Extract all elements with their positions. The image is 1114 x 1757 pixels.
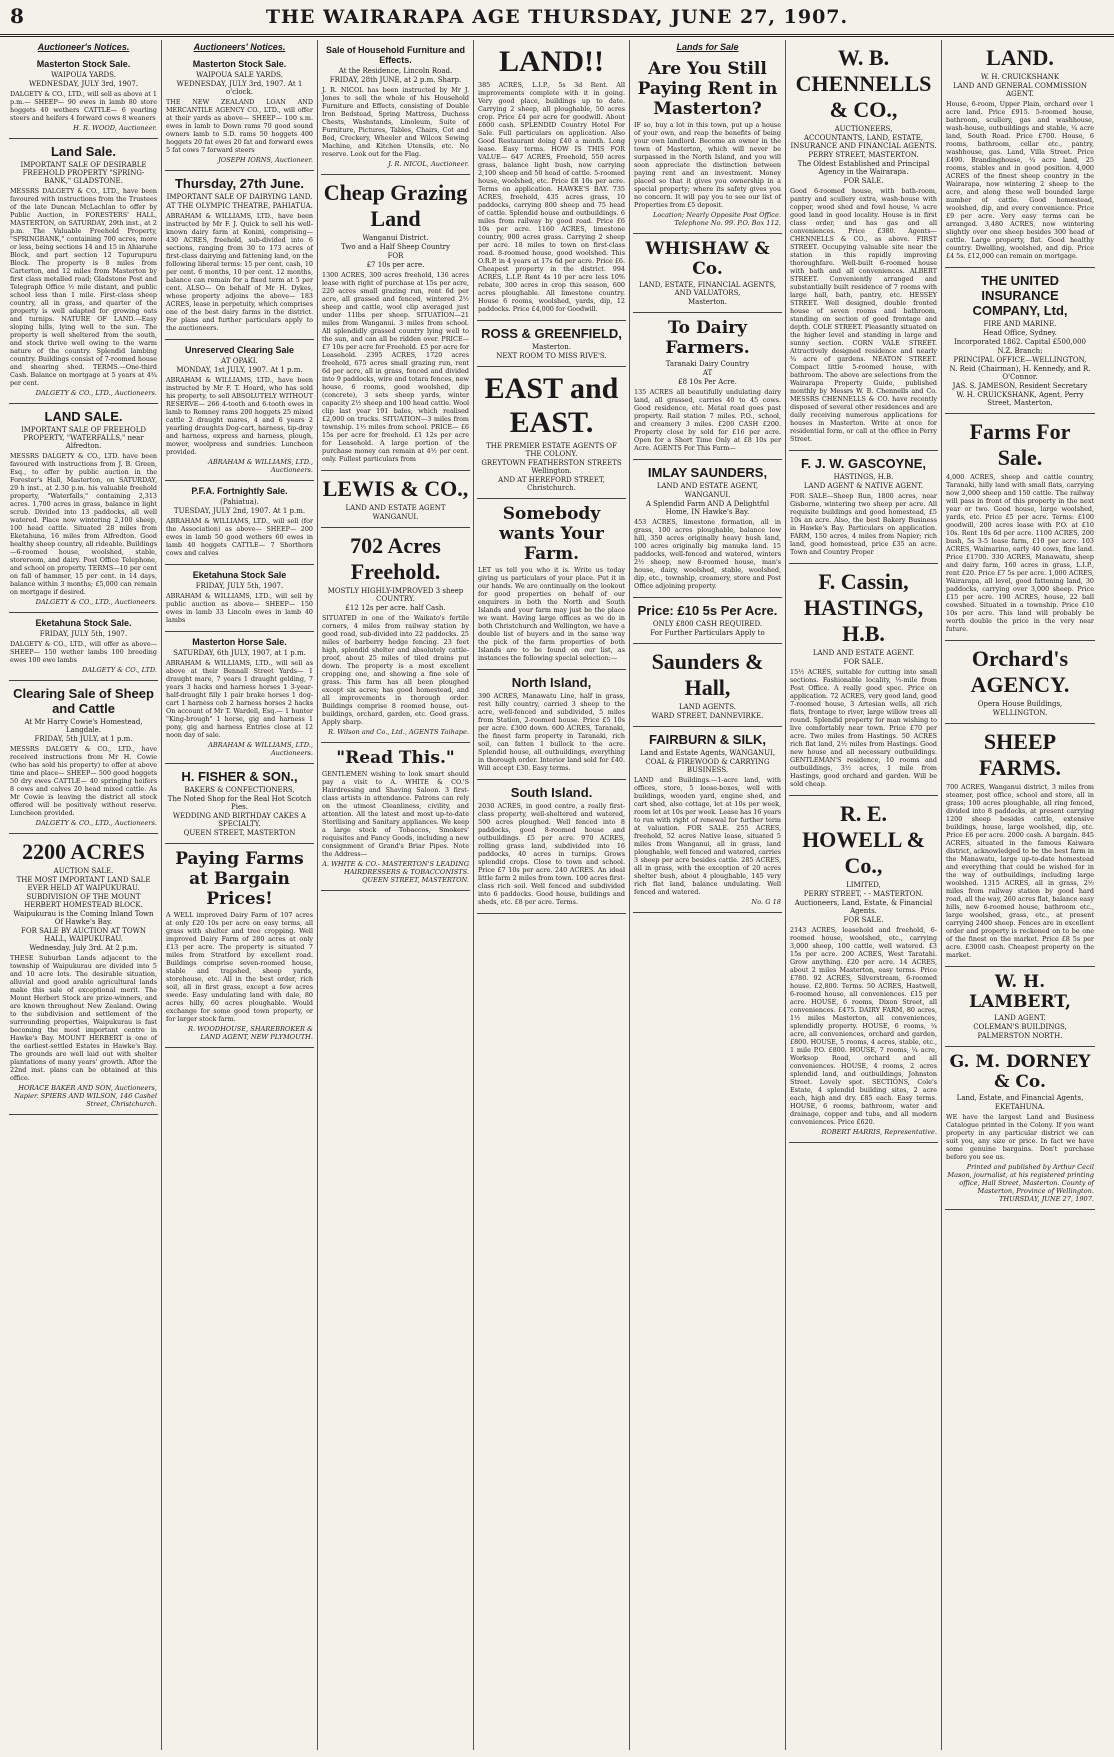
ad-heading: LEWIS & CO., bbox=[322, 476, 469, 501]
ad-heading: South Island. bbox=[510, 785, 593, 800]
ad-body: ABRAHAM & WILLIAMS, LTD., have been instructed by Mr F. J. Quick to sell his well-known dairy farm at Konini, comprising— 430 ACRES, freehold, sub-divided into 6 sections, ranging from 30 to 173 acres of first-class dairying and fattening land, on the following liberal terms: 15 per cent. cash, 10 per cent. 6 months, 10 per cent. 12 months, balance can remain for a fixed term at 5 per cent. ALSO— On behalf of Mr H. Dykes, whose property adjoins the above— 183 ACRES, lease in perpetuity, which comprises one of the best dairy farms in the district. For plans and further particulars apply to the auctioneers. bbox=[166, 212, 313, 332]
ad-heading: Price: £10 5s Per Acre. bbox=[637, 603, 778, 618]
ad-body: MESSRS DALGETY & CO., LTD., have received instructions from Mr H. Cowie (who has sold his property) to offer at above time and place— SHEEP— 500 good hoggets 50 dry ewes CATTLE— 40 springing heifers 8 cows and calves 20 head mixed cattle. As Mr Cowie is leaving the district all stock offered will be positively without reserve. Luncheon provided. bbox=[10, 745, 157, 817]
ad-subheading: £12 12s per acre. half Cash. bbox=[345, 604, 446, 612]
advertisement bbox=[165, 632, 314, 764]
ad-subheading: BAKERS & CONFECTIONERS, bbox=[184, 786, 295, 794]
ad-subheading: Head Office, Sydney. bbox=[983, 329, 1057, 337]
ad-signature: JOSEPH IORNS, Auctioneer. bbox=[218, 156, 313, 164]
ad-body: 453 ACRES, limestone formation, all in grass, 100 acres ploughable, balance low hill, 350 acres originally heavy bush land, 100 acres originally big manuka land. 15 paddocks, well-fenced and watered, winters 2½ sheep, new 8-roomed house, man's house, dairy, woolshed, stable, woolshed, dip, etc., township, creamery, store and Post Office adjoining property. bbox=[634, 518, 781, 590]
ad-subheading: THE MOST IMPORTANT LAND SALE EVER HELD AT WAIPUKURAU. bbox=[16, 876, 151, 892]
ad-heading: Sale of Household Furniture and Effects. bbox=[325, 45, 465, 65]
ad-heading: W. H. LAMBERT, bbox=[969, 972, 1071, 1012]
ad-subheading: LAND AGENT. bbox=[994, 1014, 1046, 1022]
ad-subheading: PERRY STREET, MASTERTON. bbox=[808, 151, 919, 159]
advertisement bbox=[165, 764, 314, 844]
ad-subheading: TUESDAY, JULY 2nd, 1907. At 1 p.m. bbox=[173, 507, 306, 515]
ad-heading: WHISHAW & Co. bbox=[645, 239, 770, 279]
ad-subheading: WARD STREET, DANNEVIRKE. bbox=[651, 712, 764, 720]
column-2 bbox=[162, 40, 318, 1750]
ad-subheading: Auctioneers, Land, Estate, & Financial Agents. bbox=[794, 899, 933, 915]
ad-subheading: WANGANUI. bbox=[684, 491, 731, 499]
ad-body: ABRAHAM & WILLIAMS, LTD., have been instructed by Mr F. T. Hoard, who has sold his property, to sell ABSOLUTELY WITHOUT RESERVE— 266 4-tooth and 6-tooth ewes in lamb to Romney rams 200 hoggets 25 mixed cattle 2 draught mares, 4 and 6 years 2 yearling draughts Dog-cart, harness, tip-dray and harness, express and harness, plough, mower, woolpress and sundries. Luncheon provided. bbox=[166, 376, 313, 456]
advertisement bbox=[165, 54, 314, 171]
ad-heading: LAND. bbox=[986, 45, 1054, 70]
ad-subheading: FOR SALE. bbox=[843, 916, 884, 924]
ad-subheading: ACCOUNTANTS, LAND, ESTATE, INSURANCE AND FINANCIAL AGENTS. bbox=[790, 134, 937, 150]
ad-subheading: PRINCIPAL OFFICE—WELLINGTON, bbox=[953, 356, 1087, 364]
ad-heading: R. E. HOWELL & Co., bbox=[802, 801, 925, 878]
column-kicker: Lands for Sale bbox=[676, 42, 739, 52]
columns-container bbox=[6, 40, 1108, 1750]
advertisement bbox=[945, 1047, 1095, 1210]
advertisement bbox=[165, 340, 314, 481]
ad-body: THE NEW ZEALAND LOAN AND MERCANTILE AGENCY CO., LTD., will offer at their yards as above— SHEEP— 100 s.m. ewes in lamb to Down rams 70 good sound owners lamb to S.D. rams 50 hoggets 400 hoggets 20 fat ewes 20 fat and forward ewes 5 fat cows 7 forward steers bbox=[166, 98, 313, 154]
advertisement bbox=[477, 40, 626, 321]
ad-heading: SHEEP FARMS. bbox=[978, 729, 1062, 780]
ad-heading: F. J. W. GASCOYNE, bbox=[801, 456, 926, 471]
ad-subheading: LAND AND GENERAL COMMISSION AGENT. bbox=[952, 82, 1088, 98]
advertisement bbox=[9, 681, 158, 834]
ad-body: J. R. NICOL has been instructed by Mr J. Jones to sell the whole of his Household Furniture and Effects, consisting of Double Iron Bedstead, Spring Mattress, Duchess Chests, Washstands, Linoleum, Suite of Furniture, Pictures, Tables, Chairs, Cot and Bed, Crockery, Wheeler and Wilcox Sewing Machine, and Kitchen Utensils, etc. No reserve. Look out for the Flag. bbox=[322, 86, 469, 158]
ad-body: A WELL improved Dairy Farm of 107 acres at only £20 10s per acre on easy terms, all grass with shelter and tree cropping. Well improved Dairy Farm of 280 acres at only £13 per acre. The property is situated 7 miles from Stratford by excellent road. Buildings comprise seven-roomed house, stable and trapshed, sheep yards, storehouse, etc. All in the best order, rich soil, all in first grass, except a few acres swede. Easy undulating land with dale, 80 acres hilly, 60 acres ploughable. Would exchange for some good town property, or for larger stock farm. bbox=[166, 911, 313, 1023]
ad-subheading: IMPORTANT SALE OF DAIRYING LAND. bbox=[166, 193, 313, 201]
ad-subheading: LAND AGENT & NATIVE AGENT. bbox=[803, 482, 924, 490]
ad-subheading: AND AT HEREFORD STREET, Christchurch. bbox=[498, 476, 605, 492]
ad-heading: Somebody wants Your Farm. bbox=[499, 504, 604, 564]
ad-body: MESSRS DALGETY & CO., LTD., have been favoured with instructions from the Trustees of the late Duncan McLachlan to offer by Public Auction, in FORESTERS' HALL, MASTERTON, on SATURDAY, 29th inst., at 2 p.m. The Valuable Freehold Property, "SPRINGBANK," containing 700 acres, more or less, being sections 14 and 15 in Ahiaruhe Block, and part section 12 Tupurupuru Block. The property is 8 miles from Carterton, and 12 miles from Masterton by first class metalled road; Gladstone Post and Telegraph Office ½ mile distant, and public school less than 1 mile. First-class sheep country, all in grass, and quarter of the property is well adapted for growing oats and turnips. NATURE OF LAND.—Easy sloping hills, lying well to the sun. The property is well sheltered from the south, and stock thrive well owing to the warm nature of the country. Splendid lambing country. Buildings consist of 7-roomed house and shearing shed. TERMS.—One-third Cash. Balance on mortgage at 5 years at 4¾ per cent. bbox=[10, 187, 157, 387]
ad-body: House, 6-room, Upper Plain, orchard over 1 acre land. Price £915. 5-roomed house, bathroom, scullery, gas and washhouse, wash-house, outbuildings and stable, ¼ acre land, South Road. Price £700. House, 6 rooms, bathroom, cellar etc., pantry, washhouse, gas. Land, Villa Street. Price £490. Brandinghouse, ¼ acre land, 25 rooms, stables and in good position. 4,000 ACRES of the finest sheep country in the Wairarapa, now wintering 2 sheep to the acre, and along these well bounded large number of cattle. Good homestead, woolshed, dip, and every convenience. Price £9 per acre. Very easy terms can be arranged. 3,480 ACRES, now wintering slightly over one sheep besides 300 head of cattle. Large property, flat. Good healthy country. Dwelling, woolshed, and dip. Price £4 5s. £12,000 can remain on mortgage. bbox=[946, 100, 1094, 260]
ad-signature: HORACE BAKER AND SON, Auctioneers, Napier. SPIERS AND WILSON, 146 Cashel Street, Christchurch. bbox=[14, 1084, 157, 1108]
ad-heading: H. FISHER & SON., bbox=[181, 769, 298, 784]
advertisement bbox=[789, 40, 938, 451]
ad-subheading: FRIDAY, JULY 5th, 1907. bbox=[39, 630, 128, 638]
column-3 bbox=[318, 40, 474, 1750]
ad-subheading: For Further Particulars Apply to bbox=[650, 629, 765, 637]
ad-body: 15½ ACRES, suitable for cutting into small sections. Fashionable locality, ½-mile from Post Office. A really good spec. Price on application. 72 ACRES, very good land, good 7-roomed house, 3 Artesian wells, all rich flats, frontage to river, large willow trees all round. Splendid property for man wishing to live comfortably near town. Price £70 per acre. Two miles from Hastings. 50 ACRES rich flat land, 2½ miles from Hastings. Good new house and all necessary outbuildings. GENTLEMAN'S residence, 10 rooms and outbuildings, 3½ acres, 1 mile from Hastings, good orchard and garden. Will be sold cheap. bbox=[790, 668, 937, 788]
ad-heading: Masterton Horse Sale. bbox=[192, 637, 287, 647]
advertisement bbox=[633, 644, 782, 727]
advertisement bbox=[633, 313, 782, 460]
ad-body: LAND and Buildings.—1-acre land, with offices, store, 5 loose-boxes, well with buildings, wooden yard, engine shed, and cart shed, also cottage, let at 10s per week, room let at 10s per week. Lease has 16 years to run with right of renewal for further term at valuation. FOR SALE. 255 ACRES, freehold, 52 acres Native lease, situated 5 miles from Wanganui, all in grass, land ploughable, well fenced and watered, carries 3 sheep per acre besides cattle. 285 ACRES, all in grass, with the exception of 20 acres shelter bush, about 4 ploughable, 145 very rich flat land, balance undulating. Well fenced and watered. bbox=[634, 776, 781, 896]
advertisement bbox=[9, 404, 158, 613]
advertisement bbox=[321, 40, 470, 175]
column-4 bbox=[474, 40, 630, 1750]
ad-heading: LAND SALE. bbox=[44, 409, 123, 424]
ad-body: 700 ACRES, Wanganui district, 3 miles from steamer, post office, school and store, all in grass; 100 acres ploughable, all ring fenced, divided into 8 paddocks, at present carrying 1200 sheep besides cattle, extensive buildings, house, large woolshed, dip, etc. Price £6 per acre. 2000 cash. A bargain. 845 ACRES, situated in the famous Kaiwara district, acknowledged to be the best farm in the Manawatu, large up-to-date homestead and everything that could be wished for in the way of outbuildings, including large woolshed. 1315 ACRES, all in grass, 2½ miles from railway station by good hard road, all the way, 260 acres flat, balance easy hills, new 6-roomed house, bathroom etc., large woolshed, grass, etc., at present carrying 2400 sheep. Fences are in excellent order and property is reckoned on to be one of the finest on the market. Price £8 5s per acre. £3000 cash. Cheapest property on the market. bbox=[946, 783, 1094, 959]
advertisement bbox=[945, 724, 1095, 967]
advertisement bbox=[633, 460, 782, 598]
advertisement bbox=[9, 834, 158, 1115]
ad-heading: FAIRBURN & SILK, bbox=[649, 732, 766, 747]
ad-signature: No. G 18 bbox=[751, 898, 781, 906]
ad-heading: Cheap Grazing Land bbox=[323, 180, 468, 231]
ad-heading: Masterton Stock Sale. bbox=[36, 59, 131, 69]
ad-subheading: N.Z. Branch: bbox=[997, 347, 1043, 355]
ad-signature: DALGETY & CO., LTD., Auctioneers. bbox=[35, 389, 157, 397]
ad-subheading: Waipukurau is the Coming Inland Town Of Hawke's Bay. bbox=[13, 910, 154, 926]
ad-heading: G. M. DORNEY & Co. bbox=[949, 1052, 1091, 1092]
ad-subheading: N. Reid (Chairman), H. Kennedy, and R. O'Connor. bbox=[949, 365, 1091, 381]
ad-heading: Saunders & Hall, bbox=[651, 649, 764, 700]
ad-subheading: Land, Estate, and Financial Agents, bbox=[956, 1094, 1084, 1102]
ad-subheading: ONLY £800 CASH REQUIRED. bbox=[652, 620, 763, 628]
ad-signature: J. R. NICOL, Auctioneer. bbox=[388, 160, 469, 168]
advertisement bbox=[945, 967, 1095, 1047]
ad-heading: Thursday, 27th June. bbox=[174, 176, 305, 191]
ad-heading: Eketahuna Stock Sale. bbox=[35, 618, 132, 628]
ad-heading: ROSS & GREENFIELD, bbox=[481, 326, 622, 341]
ad-subheading: PALMERSTON NORTH. bbox=[977, 1032, 1063, 1040]
ad-heading: EAST and EAST. bbox=[484, 372, 619, 439]
ad-subheading: Land and Estate Agents, WANGANUI, bbox=[639, 749, 776, 757]
newspaper-title: THE WAIRARAPA AGE THURSDAY, JUNE 27, 1907. bbox=[265, 6, 849, 28]
ad-subheading: Two and a Half Sheep Country bbox=[341, 243, 450, 251]
ad-subheading: W. H. CRUICKSHANK bbox=[980, 73, 1060, 81]
advertisement bbox=[477, 780, 626, 914]
ad-subheading: Wednesday, July 3rd. At 2 p.m. bbox=[29, 944, 138, 952]
ad-heading: Eketahuna Stock Sale bbox=[192, 570, 287, 580]
ad-heading: THE UNITED INSURANCE COMPANY, Ltd, bbox=[972, 273, 1068, 318]
advertisement bbox=[165, 171, 314, 340]
ad-heading: Clearing Sale of Sheep and Cattle bbox=[13, 686, 154, 716]
ad-body: 1300 ACRES, 300 acres freehold, 136 acres lease with right of purchase at 15s per acre, 220 acres small grazing run, rent 6d per acre, all grassed and fenced, wintered 2½ sheep and cattle, wool clip averaged just under 11lbs per sheep. SITUATION—21 miles from Wanganui. 3 miles from school. All splendidly grassed country lying well to the sun, and can all be ridden over. PRICE— £7 10s per acre for Freehold. £5 per acre for Leasehold. 2395 ACRES, 1720 acres freehold, 675 acres small grazing run, rent 6d per acre, all in grass, fenced and divided into 9 paddocks, wire and totara fences, new house, 6 rooms, good woolshed, dip (concrete), 3 sets sheep yards, winter capacity 2½ sheep and 100 head cattle. Wool clip last year 191 bales, which realised £2,000 on trucks. SITUATION—3 miles from township. 1½ miles from school. PRICE— £6 15s per acre for freehold. £1 12s per acre for Leasehold. A large portion of the purchase money can remain at 4½ per cent. only. Fullest particulars from bbox=[322, 271, 469, 463]
advertisement bbox=[165, 565, 314, 632]
ad-subheading: WANGANUI. bbox=[372, 513, 419, 521]
ad-subheading: (Pahiatua). bbox=[220, 498, 259, 506]
ad-subheading: W. H. CRUICKSHANK, Agent, Perry Street, Masterton, bbox=[956, 391, 1084, 407]
ad-subheading: LAND AGENTS. bbox=[679, 703, 736, 711]
ad-body: 2143 ACRES, leasehold and freehold, 6-roomed house, woolshed, etc., carrying 3,000 sheep, 100 cattle, well watered. £3 15s per acre. 200 ACRES, West Taratahi. Grow anything. £20 per acre. 14 ACRES, about 2 miles Masterton, easy terms. Price £780. 92 ACRES, Silverstream, 6-roomed house. £2,800. Terms. 50 ACRES, Hastwell, 6-roomed house, all conveniences. £15 per acre. HOUSE, 6 rooms, Dixon Street, all conveniences. £475. DAIRY FARM, 80 acres, 1½ miles Masterton, all conveniences, splendidly property. HOUSE, 6 rooms, ¼ acre, all conveniences, orchard and garden, £800. HOUSE, 5 rooms, 4 acres, stable, etc., 1 mile P.O. £800. HOUSE, 7 rooms, ¼ acre, Worksop Road, orchard and all conveniences. HOUSE, 4 rooms, 2 acres splendid land, and outbuildings, Johnston Street. Lovely spot. SECTIONS, Cole's Estate, 4 splendid building sites, 2 acre each, high and dry. £85 each. Easy terms. HOUSE, 6 rooms, bathroom, water and drainage, copper and tubs, and all modern conveniences. Price £620. bbox=[790, 926, 937, 1126]
ad-subheading: Opera House Buildings, bbox=[977, 700, 1063, 708]
ad-subheading: HASTINGS, H.B. bbox=[833, 473, 894, 481]
advertisement bbox=[9, 54, 158, 139]
ad-subheading: THE PREMIER ESTATE AGENTS OF THE COLONY. bbox=[486, 442, 617, 458]
advertisement bbox=[789, 796, 938, 1143]
advertisement bbox=[945, 414, 1095, 641]
ad-subheading: IMPORTANT SALE OF DESIRABLE FREEHOLD PROPERTY "SPRING-BANK," GLADSTONE. bbox=[20, 161, 147, 185]
advertisement bbox=[789, 564, 938, 796]
ad-signature: DALGETY & CO., LTD. bbox=[81, 666, 157, 674]
advertisement bbox=[477, 367, 626, 499]
masthead bbox=[0, 0, 1114, 37]
advertisement bbox=[945, 268, 1095, 414]
ad-subheading: FRIDAY, 28th JUNE, at 2 p.m. Sharp. bbox=[329, 76, 462, 84]
ad-signature: Location; Nearly Opposite Post Office. Telephone No. 99. P.O. Box 112. bbox=[652, 211, 781, 227]
ad-subheading: AT OPAKI. bbox=[221, 357, 258, 365]
advertisement bbox=[633, 234, 782, 313]
ad-subheading: QUEEN STREET, MASTERTON bbox=[183, 829, 296, 837]
advertisement bbox=[477, 670, 626, 780]
ad-body: ABRAHAM & WILLIAMS, LTD., will sell by public auction as above— SHEEP— 150 ewes in lamb 33 Lincoln ewes in lamb 40 lambs bbox=[166, 592, 313, 624]
advertisement bbox=[945, 40, 1095, 268]
column-5 bbox=[630, 40, 786, 1750]
ad-heading: Masterton Stock Sale. bbox=[192, 59, 287, 69]
page-number: 8 bbox=[10, 4, 24, 28]
advertisement bbox=[633, 727, 782, 913]
ad-heading: Paying Farms at Bargain Prices! bbox=[175, 849, 304, 909]
ad-subheading: LAND AND ESTATE AGENT. bbox=[812, 649, 915, 657]
ad-signature: R. WOODHOUSE, SHAREBROKER & LAND AGENT, NEW PLYMOUTH. bbox=[188, 1025, 313, 1041]
ad-subheading: COLEMAN'S BUILDINGS, bbox=[973, 1023, 1067, 1031]
ad-body: WE have the largest Land and Business Catalogue printed in the Colony. If you want property in any particular district we can suit you, any size or price. In fact we have some genuine bargains. Don't purchase before you see us. bbox=[946, 1113, 1094, 1161]
ad-subheading: LAND, ESTATE, FINANCIAL AGENTS, AND VALUATORS, bbox=[638, 281, 777, 297]
ad-body: SITUATED in one of the Waikato's fertile corners, 4 miles from railway station by good road, sub-divided into 22 paddocks. 25 miles of barberry hedge fencing. 23 feet high, splendid shelter and absolutely cattle-proof, about 25 miles of tiled drains put down. The property is a most excellent cropping one, and showing a fine sole of grass. This farm has all been ploughed except six acres; has good homestead, and all improvements in thorough order. Buildings comprise 8 roomed house, out-buildings, orchard, garden, etc. Good grass. Apply sharp. bbox=[322, 614, 469, 726]
ad-subheading: FOR SALE. bbox=[843, 658, 884, 666]
ad-subheading: SUBDIVISION OF THE MOUNT HERBERT HOMESTEAD BLOCK. bbox=[24, 893, 143, 909]
ad-subheading: FOR bbox=[387, 252, 404, 260]
ad-signature: Printed and published by Arthur Cecil Mason, journalist, at his registered printing office, Hall Street, Masterton. County of Masterton, Province of Wellington. THURSDAY, JUNE 27, 1907. bbox=[947, 1163, 1094, 1203]
ad-subheading: FIRE AND MARINE. bbox=[983, 320, 1057, 328]
ad-heading: Orchard's AGENCY. bbox=[970, 646, 1070, 697]
ad-subheading: A Splendid Farm AND A Delightful Home, IN Hawke's Bay. bbox=[645, 500, 770, 516]
ad-subheading: PERRY STREET, - - MASTERTON. bbox=[803, 890, 924, 898]
ad-subheading: MOSTLY HIGHLY-IMPROVED 3 sheep COUNTRY. bbox=[327, 587, 464, 603]
ad-signature: ABRAHAM & WILLIAMS, LTD., Auctioneers. bbox=[208, 741, 313, 757]
ad-subheading: IMPORTANT SALE OF FREEHOLD PROPERTY, "WATERFALLS," near Alfredton. bbox=[21, 426, 146, 450]
advertisement bbox=[321, 528, 470, 743]
ad-subheading: £8 10s Per Acre. bbox=[678, 378, 737, 386]
advertisement bbox=[633, 54, 782, 234]
ad-subheading: Taranaki Dairy Country bbox=[665, 360, 750, 368]
ad-subheading: LIMITED, bbox=[846, 881, 881, 889]
ad-subheading: AUCTION SALE. bbox=[53, 867, 114, 875]
ad-heading: P.F.A. Fortnightly Sale. bbox=[191, 486, 288, 496]
ad-body: 135 ACRES all beautifully undulating dairy land, all grassed, carries 40 to 45 cows. Good residence, etc. Metal road goes past property. Rail station 7 miles. P.O., school, and creamery 3 miles. £200 CASH £200. Property close by sold for £16 per acre. Open for a Short Time Only at £8 10s per Acre. AGENTS For This Farm— bbox=[634, 388, 781, 452]
advertisement bbox=[477, 321, 626, 367]
ad-heading: 702 Acres Freehold. bbox=[350, 533, 441, 584]
ad-subheading: LAND AND ESTATE AGENT, bbox=[656, 482, 759, 490]
ad-subheading: NEXT ROOM TO MISS RIVE'S. bbox=[496, 352, 607, 360]
ad-signature: R. Wilson and Co., Ltd., AGENTS Taihape. bbox=[328, 728, 469, 736]
column-1 bbox=[6, 40, 162, 1750]
ad-subheading: MONDAY, 1st JULY, 1907. At 1 p.m. bbox=[176, 366, 303, 374]
ad-subheading: FRIDAY, JULY 5th, 1907. bbox=[195, 582, 284, 590]
advertisement bbox=[321, 175, 470, 471]
ad-subheading: Masterton. bbox=[688, 298, 727, 306]
ad-body: MESSRS DALGETY & CO., LTD. have been favoured with instructions from J. B. Green, Esq., to offer by public auction in the Forester's Hall, Masterton, on SATURDAY, 29 h inst., at 2.30 p.m. his valuable freehold property, "Waterfalls," containing 2,313 acres. 1,700 acres in grass, balance in light scrub. Divided into 13 paddocks, all well watered. Place now wintering 2,100 sheep, 100 head cattle. Situated 28 miles from Eketahuna, 16 miles from Alfredton. Good healthy sheep country, all rideable. Buildings—6-roomed house, woolshed, stable, storeroom, and dairy. Post Office Telephone, and school on property. TERMS—10 per cent on fall of hammer, 15 per cent. in 14 days, balance within 3 months; £5,000 can remain on mortgage if desired. bbox=[10, 452, 157, 596]
ad-subheading: AUCTIONEERS, bbox=[834, 125, 893, 133]
advertisement bbox=[477, 499, 626, 670]
ad-heading: North Island, bbox=[511, 675, 592, 690]
ad-body: THESE Suburban Lands adjacent to the township of Waipukurau are divided into 5 and 10 acre lots. The desirable situation, alluvial and good arable agricultural lands make this sale of exceptional merit. The Mount Herbert Stock are prize-winners, and are known throughout New Zealand. Owing to the subdivision and settlement of the surrounding properties, Waipukurau is fast becoming the most important centre in Hawke's Bay. MOUNT HERBERT is one of the earliest-settled Estates in Hawke's Bay. The grounds are well laid out with shelter plantations of many years' growth. After the 22nd inst. plans can be obtained at this office. bbox=[10, 954, 157, 1082]
ad-body: 390 ACRES, Manawatu Line, half in grass, rest hilly country, carried 3 sheep to the acre, well-fenced and subdivided, 5 miles from Station, 2-roomed house. Price £5 10s per acre. £300 down. 600 ACRES, Taranaki, the finest farm property in Taranaki, rich soil, can fatten 1 bullock to the acre. Splendid house, all outbuildings, everything in thorough order. Interior land sold for £40. Will accept £30. Easy terms. bbox=[478, 692, 625, 772]
column-7 bbox=[942, 40, 1098, 1750]
ad-body: GENTLEMEN wishing to look smart should pay a visit to A. WHITE & CO.'S Hairdressing and Shaving Saloon. 3 first-class artists in attendance. Patrons can rely on the utmost Cleanliness, civility, and attention. All the latest and most up-to-date Sterilising and Sanitary appliances. We keep a large stock of Tobaccos, Smokers' requisites and Fancy Goods, including a new consignment of Grand's Briar Pipes. Note the Address— bbox=[322, 770, 469, 858]
ad-body: ABRAHAM & WILLIAMS, LTD., will sell as above at their Bennall Street Yards— 1 draught mare, 7 years 1 draught gelding, 7 years 3 hacks and harness horses 1 3-year-half-draught filly 1 pair brake horses 1 dog-cart 1 harness cob 2 harness horses 2 hacks On account of Mr T. Wardell, Esq.— 1 hunter "King-brough" 1 horse, gig and harness 1 pony, gig and harness Entries close at 12 noon day of sale. bbox=[166, 659, 313, 739]
ad-heading: 2200 ACRES bbox=[22, 839, 145, 864]
column-kicker: Auctioneers' Notices. bbox=[193, 42, 286, 52]
ad-subheading: LAND AND ESTATE AGENT bbox=[345, 504, 446, 512]
ad-subheading: FOR SALE BY AUCTION AT TOWN HALL, WAIPUKURAU. bbox=[21, 927, 146, 943]
ad-body: Good 6-roomed house, with bath-room, pantry and scullery extra, wash-house with copper, wood shed and fowl house, ¼ acre good land in good locality. House is in first class order, and has gas and all conveniences. Price £380. Agents—CHENNELLS & CO., as above. FIRST STREET. Occupying valuable site near the station in this rapidly improving thoroughfare. Well-built 6-roomed house with bath and all conveniences. ALBERT STREET. Conveniently arranged and substantially built residence of 7 rooms with large hall, bath, pantry, etc. HESSEY STREET. Well designed, double fronted house of seven rooms and bathroom, standing on section of good frontage and depth. COLE STREET. Pleasantly situated on the higher level and standing in large and sunny section. CORN VALE STREET. Attractively designed residence and nearly ¾ acre of gardens. NEATON STREET. Compact little 5-roomed house, with bathroom. The above are selections from the Wairarapa Property Guide, published monthly by Messrs W. B. Chennells and Co. MESSRS CHENNELLS & CO. have recently disposed of several other residences and are daily receiving numerous applications for houses in Masterton. Write at once for residential form, or call at the office in Perry Street. bbox=[790, 187, 937, 443]
ad-subheading: The Oldest Established and Principal Agency in the Wairarapa. bbox=[797, 160, 930, 176]
ad-subheading: WEDNESDAY, JULY 3rd, 1907. At 1 o'clock. bbox=[176, 80, 303, 96]
ad-subheading: AT THE OLYMPIC THEATRE, PAHIATUA. bbox=[166, 202, 313, 210]
ad-subheading: FRIDAY, 5th JULY, at 1 p.m. bbox=[34, 735, 133, 743]
ad-body: ABRAHAM & WILLIAMS, LTD., will sell (for the Association) as above— SHEEP— 200 ewes in lamb 50 good wethers 60 ewes in lamb 40 hoggets CATTLE— 7 Shorthorn cows and calves bbox=[166, 517, 313, 557]
ad-subheading: Wanganui District. bbox=[362, 234, 429, 242]
ad-subheading: Masterton. bbox=[532, 343, 571, 351]
ad-heading: Unreserved Clearing Sale bbox=[184, 345, 295, 355]
advertisement bbox=[789, 451, 938, 564]
ad-subheading: COAL & FIREWOOD & CARRYING BUSINESS. bbox=[645, 758, 770, 774]
ad-signature: ROBERT HARRIS, Representative. bbox=[821, 1128, 937, 1136]
advertisement bbox=[633, 598, 782, 644]
advertisement bbox=[321, 471, 470, 528]
ad-heading: W. B. CHENNELLS & CO., bbox=[795, 45, 932, 122]
ad-heading: To Dairy Farmers. bbox=[665, 318, 750, 358]
advertisement bbox=[945, 641, 1095, 724]
ad-body: 2030 ACRES, in good centre, a really first-class property, well-sheltered and watered, 500 acres ploughed. Well fenced into 8 paddocks, good 8-roomed house and outbuildings. £5 per acre. 970 ACRES, rolling grass land, subdivided into 16 paddocks, 40 acres in turnips. Grows splendid crops. Close to town and school. Price £7 10s per acre. 240 ACRES. An ideal little farm 2 miles from town. 100 acres first-class rich soil. Well fenced and subdivided into 6 paddocks. Good house, buildings and sheds, etc. £8 per acre. Terms. bbox=[478, 802, 625, 906]
ad-subheading: FOR SALE. bbox=[843, 177, 884, 185]
ad-subheading: WAIPOUA YARDS. bbox=[51, 71, 116, 79]
ad-signature: ABRAHAM & WILLIAMS, LTD., Auctioneers. bbox=[208, 458, 313, 474]
ad-subheading: At Mr Harry Cowie's Homestead, Langdale. bbox=[24, 718, 143, 734]
ad-signature: H. R. WOOD, Auctioneer. bbox=[73, 124, 157, 132]
ad-body: LET us tell you who it is. Write us today giving us particulars of your place. Put it in our hands. We are continually on the lookout for good properties on behalf of our enquirers in both the North and South Islands and your farm may just be the place we want. Having large offices as we do in both Christchurch and Wellington, we have a double list of buyers and in the same way the pick of the farm properties of both Islands are to be found on our list, as instances the following special selection:— bbox=[478, 566, 625, 662]
ad-subheading: WAIPOUA SALE YARDS. bbox=[196, 71, 283, 79]
ad-subheading: SATURDAY, 6th JULY, 1907, at 1 p.m. bbox=[173, 649, 306, 657]
advertisement bbox=[165, 844, 314, 1048]
ad-body: DALGETY & CO., LTD., will offer as above— SHEEP— 150 wether lambs 100 breeding ewes 100 ewe lambs bbox=[10, 640, 157, 664]
ad-heading: Land Sale. bbox=[50, 144, 117, 159]
ad-signature: DALGETY & CO., LTD., Auctioneers. bbox=[35, 819, 157, 827]
ad-subheading: WEDNESDAY, JULY 3rd, 1907. bbox=[28, 80, 139, 88]
ad-body: 4,000 ACRES, sheep and cattle country, Taranaki, hilly land with small flats, carrying now 2,000 sheep and 150 cattle. The railway will pass in front of this property in the next year or two. Good house, large woolshed, yards, etc. Price £5 per acre. Terms: £100 goodwill, 200 acres lease with P.O. at £10 10s. Rent 10s 6d per acre. 1100 ACRES, 200 bush, 5s 3-5 lease farm, £10 per acre. 103 ACRES, Waimarino, early 40 cows, fine land. Price £1700. 330 ACRES, Manawatu, sheep and dairy farm, 160 acres in grass, L.I.P., rent £20. Price £7 5s per acre. 1,000 ACRES, Wairarapa, all level, good fattening land, 30 paddocks, carrying over 3,000 sheep. Price £15 per acre. 190 ACRES, house, 22 ball cowshed. Situated in a township. Price £10 10s per acre. This land will probably be worth double the price in the very near future. bbox=[946, 473, 1094, 633]
ad-subheading: £7 10s per acre. bbox=[366, 261, 425, 269]
ad-body: 385 ACRES, L.I.P., 5s 3d Rent. All improvements complete with it in going. Very good place, buildings up to date. Carrying 2 sheep, all ploughable, 50 acres crop. Price £4 per acre for goodwill. About £600 cash. SPLENDID Country Hotel For Sale. Full particulars on application. Also Good Restaurant doing £40 a month. Long lease. Easy terms. HOW IS THIS FOR VALUE— 647 ACRES, Freehold, 550 acres grass, balance light bush, now carrying 2,100 sheep and 50 head of cattle. 5-roomed house, woolshed, etc. Price £8 10s per acre. Terms on application. HAWKE'S BAY. 735 ACRES, freehold, 435 acres grass, 10 paddocks, carrying 800 sheep and 75 head of cattle. Splendid house and outbuildings. 6 miles from railway by good road. Price £6 10s per acre. 1160 ACRES, limestone country, 900 acres grass. Carrying 2 sheep per acre. 18 miles to town on first-class road. 8-roomed house, good woolshed. This O.R.P. in 4 years at 17s 6d per acre. Price £6. Cheapest property in the district. 994 ACRES, L.I.P. Rent 4s 10 per acre less 10% rebate, 300 acres in crop this season, 600 acres ploughable. All limestone country. House 6 rooms, woolshed, yards, dip, 12 paddocks. Price £4,000 for Goodwill. bbox=[478, 81, 625, 313]
ad-heading: IMLAY SAUNDERS, bbox=[647, 465, 768, 480]
ad-subheading: JAS. S. JAMESON, Resident Secretary bbox=[952, 382, 1088, 390]
ad-heading: "Read This." bbox=[336, 748, 455, 768]
advertisement bbox=[9, 613, 158, 681]
ad-heading: LAND!! bbox=[499, 45, 604, 78]
ad-subheading: AT bbox=[702, 369, 713, 377]
ad-subheading: Incorporated 1862. Capital £500,000 bbox=[954, 338, 1086, 346]
ad-body: FOR SALE—Sheep Run, 1800 acres, near Gisborne, wintering two sheep per acre. All requisite buildings and good homestead, £5 10s an acre. Also, the best Bakery Business in Hawke's Bay. Particulars on application. FARM, 150 acres, 4 miles from Napier; rich land, good homestead, price £35 an acre. Town and Country Proper bbox=[790, 492, 937, 556]
ad-body: IF so, buy a lot in this town, put up a house of your own, and reap the benefits of being your own landlord. Become an owner in the town of Masterton, which will never be surpassed in the North Island, and you will soon appreciate the distinction between paying rent and an investment. Money placed so that it gives you ownership in a special property; where its safety gives you no concern. It will pay you to see our list of Properties from £5 deposit. bbox=[634, 121, 781, 209]
ad-heading: Are You Still Paying Rent in Masterton? bbox=[637, 59, 778, 119]
ad-heading: F. Cassin, HASTINGS, H.B. bbox=[803, 569, 924, 646]
ad-subheading: At the Residence, Lincoln Road. bbox=[338, 67, 453, 75]
advertisement bbox=[9, 139, 158, 404]
ad-subheading: WELLINGTON. bbox=[992, 709, 1048, 717]
ad-heading: Farms For Sale. bbox=[969, 419, 1071, 470]
column-kicker: Auctioneer's Notices. bbox=[37, 42, 130, 52]
ad-subheading: WEDDING AND BIRTHDAY CAKES A SPECIALTY. bbox=[172, 812, 307, 828]
ad-subheading: EKETAHUNA. bbox=[994, 1103, 1046, 1111]
ad-body: DALGETY & CO., LTD., will sell as above at 1 p.m.— SHEEP— 90 ewes in lamb 80 store hoggets 40 wethers CATTLE— 6 yearling steers and heifers 4 forward cows 8 weaners bbox=[10, 90, 157, 122]
advertisement bbox=[321, 743, 470, 891]
ad-subheading: The Noted Shop for the Real Hot Scotch Pies. bbox=[167, 795, 312, 811]
ad-signature: DALGETY & CO., LTD., Auctioneers. bbox=[35, 598, 157, 606]
ad-subheading: GREYTOWN FEATHERSTON STREETS Wellington. bbox=[481, 459, 622, 475]
ad-signature: A. WHITE & CO.- MASTERTON'S LEADING HAIRDRESSERS & TOBACCONISTS. QUEEN STREET, MASTERTON. bbox=[322, 860, 469, 884]
column-6 bbox=[786, 40, 942, 1750]
advertisement bbox=[165, 481, 314, 565]
